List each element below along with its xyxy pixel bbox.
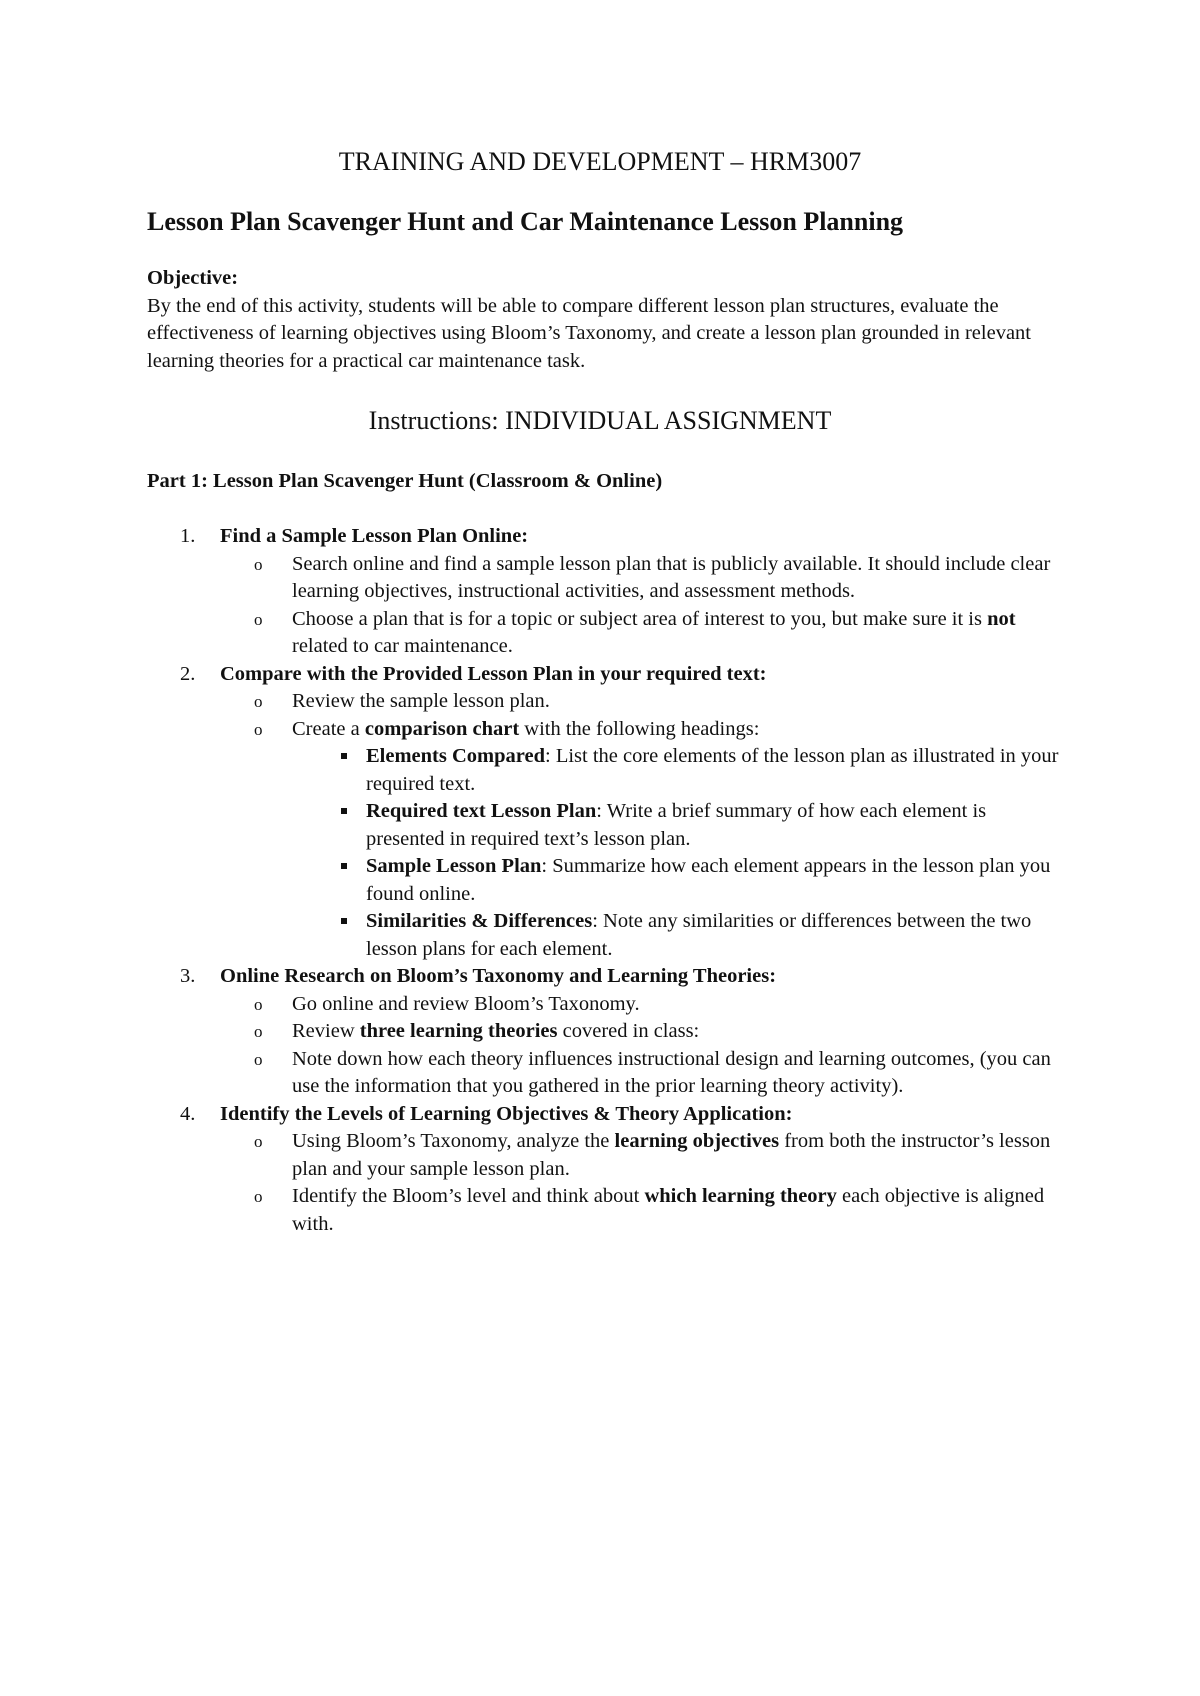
step-title: Compare with the Provided Lesson Plan in your required text: bbox=[220, 662, 767, 685]
sub-item-text: Search online and find a sample lesson plan that is publicly available. It should include clear learning objectives, instructional activities, and assessment methods. bbox=[292, 552, 1051, 602]
step-item bbox=[0, 1101, 1080, 1129]
sub-item-text: Create a bbox=[292, 717, 365, 740]
objective-section bbox=[147, 265, 1077, 375]
bullet-text: : Summarize how each element appears in the lesson plan you found online. bbox=[366, 855, 1051, 905]
instructions-heading: Instructions: INDIVIDUAL ASSIGNMENT bbox=[368, 406, 832, 435]
bullet-item bbox=[0, 743, 1066, 798]
sub-item-text: Review bbox=[292, 1020, 360, 1042]
step-number: 1. bbox=[180, 525, 196, 547]
sub-item bbox=[0, 1128, 1072, 1183]
sub-item-emphasis: learning objectives bbox=[614, 1130, 780, 1152]
bullet-label: Sample Lesson Plan bbox=[366, 855, 542, 877]
bullet-label: Similarities & Differences bbox=[366, 910, 593, 932]
bullet-text: : Write a brief summary of how each element is presented in required text’s lesson plan. bbox=[366, 800, 987, 850]
sub-marker: o bbox=[254, 1049, 263, 1069]
step-title: Online Research on Bloom’s Taxonomy and Learning Theories: bbox=[220, 965, 777, 987]
sub-marker: o bbox=[254, 1187, 263, 1206]
sub-marker: o bbox=[254, 1022, 263, 1041]
bullet-text: : List the core elements of the lesson plan as illustrated in your required text. bbox=[366, 745, 1059, 795]
sub-item-text-after: with the following headings: bbox=[519, 717, 760, 740]
bullet-label: Elements Compared bbox=[366, 745, 545, 767]
sub-marker: o bbox=[254, 1132, 263, 1151]
sub-item-text: Choose a plan that is for a topic or subject area of interest to you, but make sure it is bbox=[292, 607, 988, 630]
bullet-item bbox=[0, 908, 1066, 963]
sub-item bbox=[0, 991, 1072, 1019]
sub-item bbox=[0, 1018, 1072, 1046]
step-item bbox=[0, 523, 1080, 551]
sub-item-emphasis: which learning theory bbox=[644, 1185, 837, 1207]
sub-marker: o bbox=[254, 692, 263, 711]
square-bullet-icon bbox=[341, 863, 347, 869]
bullet-label: Required text Lesson Plan bbox=[366, 800, 597, 822]
sub-marker: o bbox=[254, 994, 263, 1014]
sub-item-text-after: from both the instructor’s lesson plan and your sample lesson plan. bbox=[292, 1130, 1051, 1180]
step-item bbox=[0, 661, 1080, 689]
objective-text: By the end of this activity, students will be able to compare different lesson plan structures, evaluate the effectiveness of learning objectives using Bloom’s Taxonomy, and create a lesson plan grounded in relevant learning theories for a practical car maintenance task. bbox=[147, 294, 1031, 372]
sub-item-text-after: each objective is aligned with. bbox=[292, 1185, 1045, 1235]
sub-item-emphasis: not bbox=[987, 607, 1016, 630]
bullet-item bbox=[0, 853, 1066, 908]
step-item bbox=[0, 963, 1080, 991]
sub-item-emphasis: three learning theories bbox=[359, 1020, 558, 1042]
bullet-item bbox=[0, 798, 1066, 853]
document-title: TRAINING AND DEVELOPMENT – HRM3007 bbox=[338, 147, 862, 176]
sub-item-text-after: covered in class: bbox=[557, 1020, 700, 1042]
sub-item-text: Go online and review Bloom’s Taxonomy. bbox=[292, 992, 640, 1015]
sub-item-text: Identify the Bloom’s level and think about bbox=[292, 1185, 645, 1207]
bullet-text: : Note any similarities or differences between the two lesson plans for each element. bbox=[366, 910, 1032, 960]
step-number: 4. bbox=[180, 1102, 196, 1125]
sub-item bbox=[0, 1046, 1072, 1101]
sub-item bbox=[0, 1183, 1072, 1238]
sub-item bbox=[0, 688, 1072, 716]
square-bullet-icon bbox=[341, 808, 347, 814]
sub-marker: o bbox=[254, 609, 263, 629]
sub-item-emphasis: comparison chart bbox=[364, 717, 520, 740]
square-bullet-icon bbox=[341, 753, 347, 759]
document-subtitle: Lesson Plan Scavenger Hunt and Car Maintenance Lesson Planning bbox=[147, 207, 904, 236]
step-number: 2. bbox=[180, 662, 196, 685]
sub-item-text: Note down how each theory influences instructional design and learning outcomes, (you can use the information that you gathered in the prior learning theory activity). bbox=[292, 1047, 1051, 1097]
sub-marker: o bbox=[254, 554, 263, 574]
sub-item bbox=[0, 551, 1072, 606]
sub-item-text-after: related to car maintenance. bbox=[292, 635, 513, 657]
sub-item bbox=[0, 716, 1072, 744]
sub-marker: o bbox=[254, 719, 263, 739]
part1-heading: Part 1: Lesson Plan Scavenger Hunt (Classroom & Online) bbox=[147, 470, 663, 492]
square-bullet-icon bbox=[341, 918, 347, 924]
sub-item bbox=[0, 606, 1072, 661]
step-number: 3. bbox=[180, 965, 196, 987]
steps-list bbox=[0, 523, 1200, 1238]
sub-item-text: Using Bloom’s Taxonomy, analyze the bbox=[292, 1130, 615, 1152]
objective-label: Objective: bbox=[147, 267, 239, 289]
step-title: Identify the Levels of Learning Objectives & Theory Application: bbox=[220, 1102, 793, 1125]
sub-item-text: Review the sample lesson plan. bbox=[292, 690, 550, 712]
step-title: Find a Sample Lesson Plan Online: bbox=[220, 525, 529, 547]
